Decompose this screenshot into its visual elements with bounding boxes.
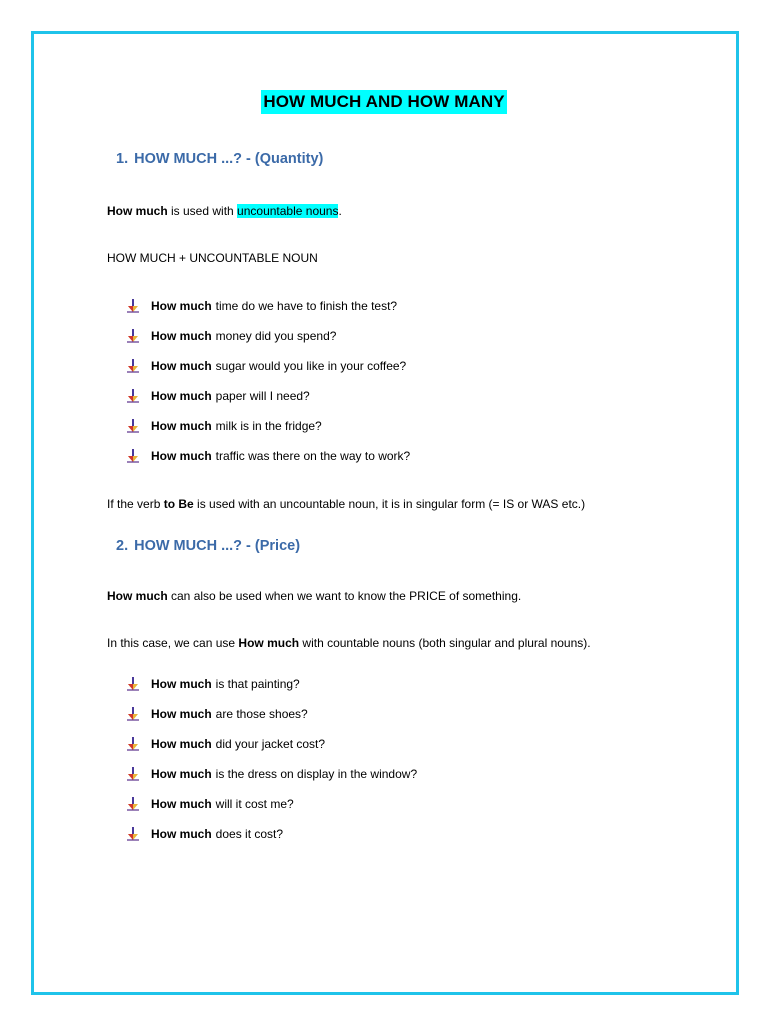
list-item (127, 298, 410, 328)
intro-bold: How much (107, 589, 168, 603)
down-arrow-bullet-icon (127, 677, 139, 691)
section-1-heading (116, 151, 323, 167)
intro-text: can also be used when we want to know the PRICE of something. (167, 589, 522, 603)
note-bold: to Be (163, 497, 194, 511)
list-item (127, 448, 410, 478)
example-bold: How much (151, 449, 212, 463)
case-end: with countable nouns (both singular and plural nouns). (299, 636, 591, 650)
down-arrow-bullet-icon (127, 737, 139, 751)
section-1-intro (107, 203, 342, 219)
section-2-intro (107, 588, 521, 604)
section-2-number: 2. (116, 538, 129, 554)
list-item (127, 676, 417, 706)
down-arrow-bullet-icon (127, 299, 139, 313)
down-arrow-bullet-icon (127, 767, 139, 781)
example-text: did your jacket cost? (215, 737, 326, 751)
down-arrow-bullet-icon (127, 389, 139, 403)
note-end: is used with an uncountable noun, it is in singular form (= IS or WAS etc.) (193, 497, 586, 511)
list-item (127, 358, 410, 388)
example-bold: How much (151, 797, 212, 811)
example-text: paper will I need? (215, 389, 310, 403)
example-bold: How much (151, 677, 212, 691)
down-arrow-bullet-icon (127, 419, 139, 433)
price-examples-list (127, 676, 417, 856)
example-text: milk is in the fridge? (215, 419, 322, 433)
example-bold: How much (151, 767, 212, 781)
example-text: time do we have to finish the test? (215, 299, 398, 313)
down-arrow-bullet-icon (127, 329, 139, 343)
example-text: is the dress on display in the window? (215, 767, 418, 781)
case-start: In this case, we can use (107, 636, 239, 650)
example-bold: How much (151, 299, 212, 313)
example-bold: How much (151, 359, 212, 373)
intro-text: is used with (167, 204, 238, 218)
example-text: money did you spend? (215, 329, 337, 343)
example-bold: How much (151, 419, 212, 433)
example-bold: How much (151, 389, 212, 403)
formula-line: HOW MUCH + UNCOUNTABLE NOUN (107, 251, 318, 265)
example-text: traffic was there on the way to work? (215, 449, 411, 463)
list-item (127, 766, 417, 796)
example-text: are those shoes? (215, 707, 308, 721)
down-arrow-bullet-icon (127, 707, 139, 721)
down-arrow-bullet-icon (127, 449, 139, 463)
list-item (127, 328, 410, 358)
down-arrow-bullet-icon (127, 797, 139, 811)
example-bold: How much (151, 329, 212, 343)
section-2-case (107, 635, 591, 651)
quantity-examples-list (127, 298, 410, 478)
note-start: If the verb (107, 497, 164, 511)
section-1-title: HOW MUCH ...? - (Quantity) (134, 151, 324, 167)
title-text: HOW MUCH AND HOW MANY (261, 90, 506, 114)
example-bold: How much (151, 737, 212, 751)
list-item (127, 826, 417, 856)
section-1-number: 1. (116, 151, 129, 167)
section-2-heading (116, 538, 300, 554)
intro-end: . (338, 204, 342, 218)
section-2-title: HOW MUCH ...? - (Price) (134, 538, 301, 554)
example-text: will it cost me? (215, 797, 294, 811)
list-item (127, 736, 417, 766)
intro-bold: How much (107, 204, 168, 218)
down-arrow-bullet-icon (127, 359, 139, 373)
list-item (127, 706, 417, 736)
singular-form-note (107, 496, 585, 512)
document-title (0, 90, 768, 114)
example-text: sugar would you like in your coffee? (215, 359, 407, 373)
list-item (127, 796, 417, 826)
example-text: does it cost? (215, 827, 284, 841)
highlighted-term: uncountable nouns (237, 204, 339, 218)
example-text: is that painting? (215, 677, 300, 691)
list-item (127, 388, 410, 418)
example-bold: How much (151, 707, 212, 721)
example-bold: How much (151, 827, 212, 841)
list-item (127, 418, 410, 448)
case-bold: How much (238, 636, 300, 650)
down-arrow-bullet-icon (127, 827, 139, 841)
